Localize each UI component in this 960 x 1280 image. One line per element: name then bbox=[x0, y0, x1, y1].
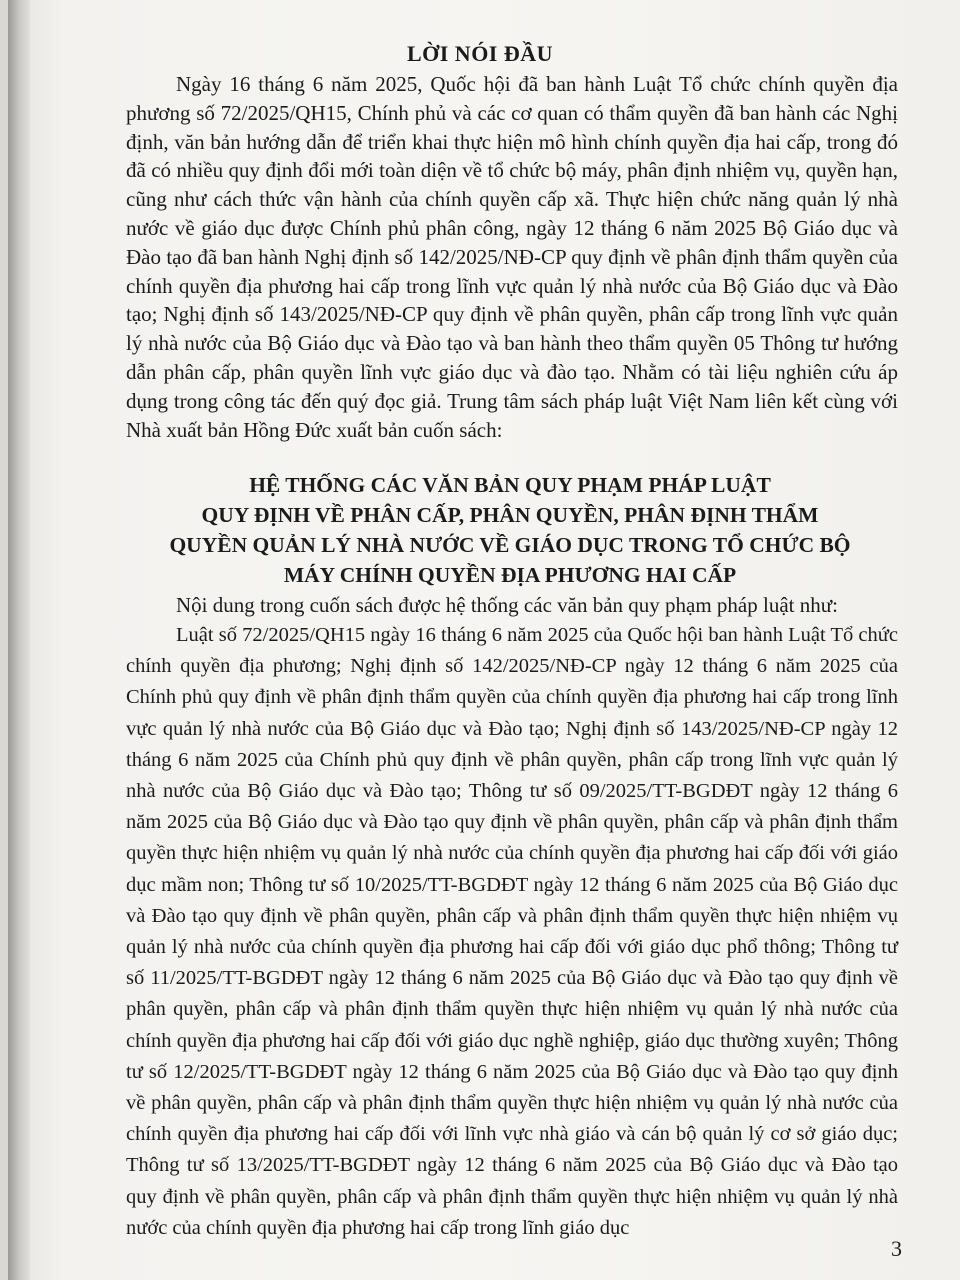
book-spine-shadow bbox=[8, 0, 30, 1280]
book-title-line-1: HỆ THỐNG CÁC VĂN BẢN QUY PHẠM PHÁP LUẬT bbox=[249, 473, 771, 497]
page-heading: LỜI NÓI ĐẦU bbox=[406, 41, 554, 66]
book-title bbox=[140, 470, 880, 590]
documents-list-paragraph: Luật số 72/2025/QH15 ngày 16 tháng 6 năm 2025 của Quốc hội ban hành Luật Tổ chức chính quyền địa phương; Nghị định số 142/2025/NĐ-CP ngày 12 tháng 6 năm 2025 của Chính phủ quy định về phân định thẩm quyền của chính quyền địa phương hai cấp trong lĩnh vực quản lý nhà nước của Bộ Giáo dục và Đào tạo; Nghị định số 143/2025/NĐ-CP ngày 12 tháng 6 năm 2025 của Chính phủ quy định về phân quyền, phân cấp trong lĩnh vực quản lý nhà nước của Bộ Giáo dục và Đào tạo; Thông tư số 09/2025/TT-BGDĐT ngày 12 tháng 6 năm 2025 của Bộ Giáo dục và Đào tạo quy định về phân quyền, phân cấp và phân định thẩm quyền thực hiện nhiệm vụ quản lý nhà nước của chính quyền địa phương hai cấp đối với giáo dục mầm non; Thông tư số 10/2025/TT-BGDĐT ngày 12 tháng 6 năm 2025 của Bộ Giáo dục và Đào tạo quy định về phân quyền, phân cấp và phân định thẩm quyền thực hiện nhiệm vụ quản lý nhà nước của chính quyền địa phương hai cấp đối với giáo dục phổ thông; Thông tư số 11/2025/TT-BGDĐT ngày 12 tháng 6 năm 2025 của Bộ Giáo dục và Đào tạo quy định về phân quyền, phân cấp và phân định thẩm quyền thực hiện nhiệm vụ quản lý nhà nước của chính quyền địa phương hai cấp đối với giáo dục nghề nghiệp, giáo dục thường xuyên; Thông tư số 12/2025/TT-BGDĐT ngày 12 tháng 6 năm 2025 của Bộ Giáo dục và Đào tạo quy định về phân quyền, phân cấp và phân định thẩm quyền thực hiện nhiệm vụ quản lý nhà nước của chính quyền địa phương hai cấp đối với lĩnh vực nhà giáo và cán bộ quản lý cơ sở giáo dục; Thông tư số 13/2025/TT-BGDĐT ngày 12 tháng 6 năm 2025 của Bộ Giáo dục và Đào tạo quy định về phân quyền, phân cấp và phân định thẩm quyền thực hiện nhiệm vụ quản lý nhà nước của chính quyền địa phương hai cấp trong lĩnh giáo dục bbox=[126, 624, 898, 1239]
content-intro: Nội dung trong cuốn sách được hệ thống các văn bản quy phạm pháp luật như: bbox=[176, 593, 838, 617]
book-title-line-3: QUYỀN QUẢN LÝ NHÀ NƯỚC VỀ GIÁO DỤC TRONG TỔ CHỨC BỘ bbox=[169, 533, 851, 557]
book-title-line-2: QUY ĐỊNH VỀ PHÂN CẤP, PHÂN QUYỀN, PHÂN ĐỊNH THẨM bbox=[201, 503, 819, 527]
book-title-line-4: MÁY CHÍNH QUYỀN ĐỊA PHƯƠNG HAI CẤP bbox=[283, 563, 737, 587]
page-number: 3 bbox=[891, 1236, 902, 1261]
intro-paragraph: Ngày 16 tháng 6 năm 2025, Quốc hội đã ban hành Luật Tổ chức chính quyền địa phương số 72/2025/QH15, Chính phủ và các cơ quan có thẩm quyền đã ban hành các Nghị định, văn bản hướng dẫn để triển khai thực hiện mô hình chính quyền địa hai cấp, trong đó đã có nhiều quy định đổi mới toàn diện về tổ chức bộ máy, phân định nhiệm vụ, quyền hạn, cũng như cách thức vận hành của chính quyền cấp xã. Thực hiện chức năng quản lý nhà nước về giáo dục được Chính phủ phân công, ngày 12 tháng 6 năm 2025 Bộ Giáo dục và Đào tạo đã ban hành Nghị định số 142/2025/NĐ-CP quy định về phân định thẩm quyền của chính quyền địa phương hai cấp trong lĩnh vực quản lý nhà nước của Bộ Giáo dục và Đào tạo; Nghị định số 143/2025/NĐ-CP quy định về phân quyền, phân cấp trong lĩnh vực quản lý nhà nước của Bộ Giáo dục và Đào tạo và ban hành theo thẩm quyền 05 Thông tư hướng dẫn phân cấp, phân quyền lĩnh vực giáo dục và đào tạo. Nhằm có tài liệu nghiên cứu áp dụng trong công tác đến quý đọc giả. Trung tâm sách pháp luật Việt Nam liên kết cùng với Nhà xuất bản Hồng Đức xuất bản cuốn sách: bbox=[126, 72, 898, 442]
